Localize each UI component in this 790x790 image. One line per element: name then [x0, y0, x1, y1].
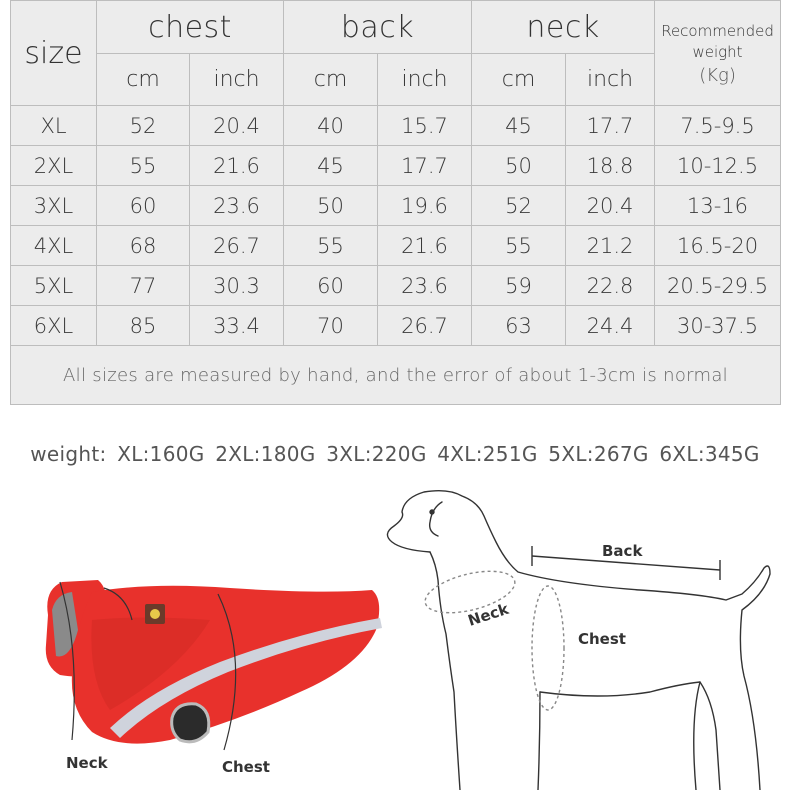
garment-weights-line: weight: XL:160G 2XL:180G 3XL:220G 4XL:251G 5XL:267G 6XL:345G [30, 442, 760, 466]
recommended-unit: (Kg) [699, 64, 736, 86]
table-row [11, 226, 781, 266]
table-row [11, 266, 781, 306]
cell-neck-cm: 55 [472, 226, 566, 266]
dog-back-label: Back [602, 542, 643, 560]
coat-logo-emblem [150, 609, 160, 619]
dog-neck-label: Neck [465, 599, 511, 630]
table-row [11, 306, 781, 346]
cell-weight: 13-16 [655, 186, 781, 226]
cell-weight: 10-12.5 [655, 146, 781, 186]
cell-back-inch: 19.6 [378, 186, 472, 226]
cell-neck-inch: 24.4 [566, 306, 655, 346]
size-header: size [11, 1, 97, 106]
dog-chest-belly [540, 682, 720, 790]
neck-header: neck [472, 1, 655, 54]
dog-coat-image [46, 580, 382, 750]
cell-weight: 20.5-29.5 [655, 266, 781, 306]
neck-cm-header: cm [472, 54, 566, 106]
cell-size: 4XL [11, 226, 97, 266]
cell-weight: 30-37.5 [655, 306, 781, 346]
dog-eye [430, 510, 434, 514]
cell-weight: 7.5-9.5 [655, 106, 781, 146]
recommended-weight-header [655, 1, 781, 106]
measurement-note: All sizes are measured by hand, and the error of about 1-3cm is normal [11, 346, 781, 405]
back-inch-header: inch [378, 54, 472, 106]
cell-back-cm: 55 [284, 226, 378, 266]
cell-chest-inch: 21.6 [190, 146, 284, 186]
cell-chest-cm: 55 [97, 146, 190, 186]
dog-head-detail [430, 552, 460, 790]
cell-neck-inch: 22.8 [566, 266, 655, 306]
chest-inch-header: inch [190, 54, 284, 106]
cell-chest-cm: 85 [97, 306, 190, 346]
cell-back-inch: 26.7 [378, 306, 472, 346]
coat-neck-label: Neck [66, 754, 108, 772]
cell-chest-cm: 52 [97, 106, 190, 146]
cell-size: 2XL [11, 146, 97, 186]
back-cm-header: cm [284, 54, 378, 106]
size-chart-table [10, 0, 781, 405]
measurement-illustration [0, 470, 790, 790]
cell-back-inch: 21.6 [378, 226, 472, 266]
recommended-line1: Recommended [661, 21, 774, 40]
cell-size: 6XL [11, 306, 97, 346]
cell-neck-inch: 20.4 [566, 186, 655, 226]
table-row [11, 186, 781, 226]
cell-neck-inch: 18.8 [566, 146, 655, 186]
cell-back-cm: 40 [284, 106, 378, 146]
cell-chest-inch: 30.3 [190, 266, 284, 306]
chest-header: chest [97, 1, 284, 54]
cell-back-inch: 15.7 [378, 106, 472, 146]
dog-chest-measure-ring [532, 586, 564, 710]
note-row [11, 346, 781, 405]
chest-cm-header: cm [97, 54, 190, 106]
cell-neck-cm: 45 [472, 106, 566, 146]
cell-chest-cm: 77 [97, 266, 190, 306]
cell-back-cm: 70 [284, 306, 378, 346]
neck-inch-header: inch [566, 54, 655, 106]
cell-chest-inch: 20.4 [190, 106, 284, 146]
cell-weight: 16.5-20 [655, 226, 781, 266]
table-row [11, 106, 781, 146]
table-row [11, 146, 781, 186]
cell-neck-cm: 50 [472, 146, 566, 186]
cell-neck-inch: 21.2 [566, 226, 655, 266]
cell-size: XL [11, 106, 97, 146]
cell-back-cm: 50 [284, 186, 378, 226]
dog-front-leg [538, 692, 540, 790]
cell-chest-cm: 60 [97, 186, 190, 226]
dog-hind-leg-inner [694, 682, 700, 790]
cell-chest-inch: 26.7 [190, 226, 284, 266]
cell-size: 5XL [11, 266, 97, 306]
coat-chest-label: Chest [222, 758, 270, 776]
dog-ear [430, 502, 442, 536]
cell-neck-cm: 52 [472, 186, 566, 226]
cell-chest-inch: 23.6 [190, 186, 284, 226]
cell-chest-inch: 33.4 [190, 306, 284, 346]
dog-chest-label: Chest [578, 630, 626, 648]
cell-size: 3XL [11, 186, 97, 226]
cell-neck-cm: 63 [472, 306, 566, 346]
back-header: back [284, 1, 472, 54]
cell-neck-cm: 59 [472, 266, 566, 306]
cell-neck-inch: 17.7 [566, 106, 655, 146]
cell-chest-cm: 68 [97, 226, 190, 266]
cell-back-inch: 23.6 [378, 266, 472, 306]
cell-back-inch: 17.7 [378, 146, 472, 186]
cell-back-cm: 45 [284, 146, 378, 186]
recommended-line2: weight [692, 42, 743, 61]
coat-leg-opening [172, 704, 209, 742]
cell-back-cm: 60 [284, 266, 378, 306]
